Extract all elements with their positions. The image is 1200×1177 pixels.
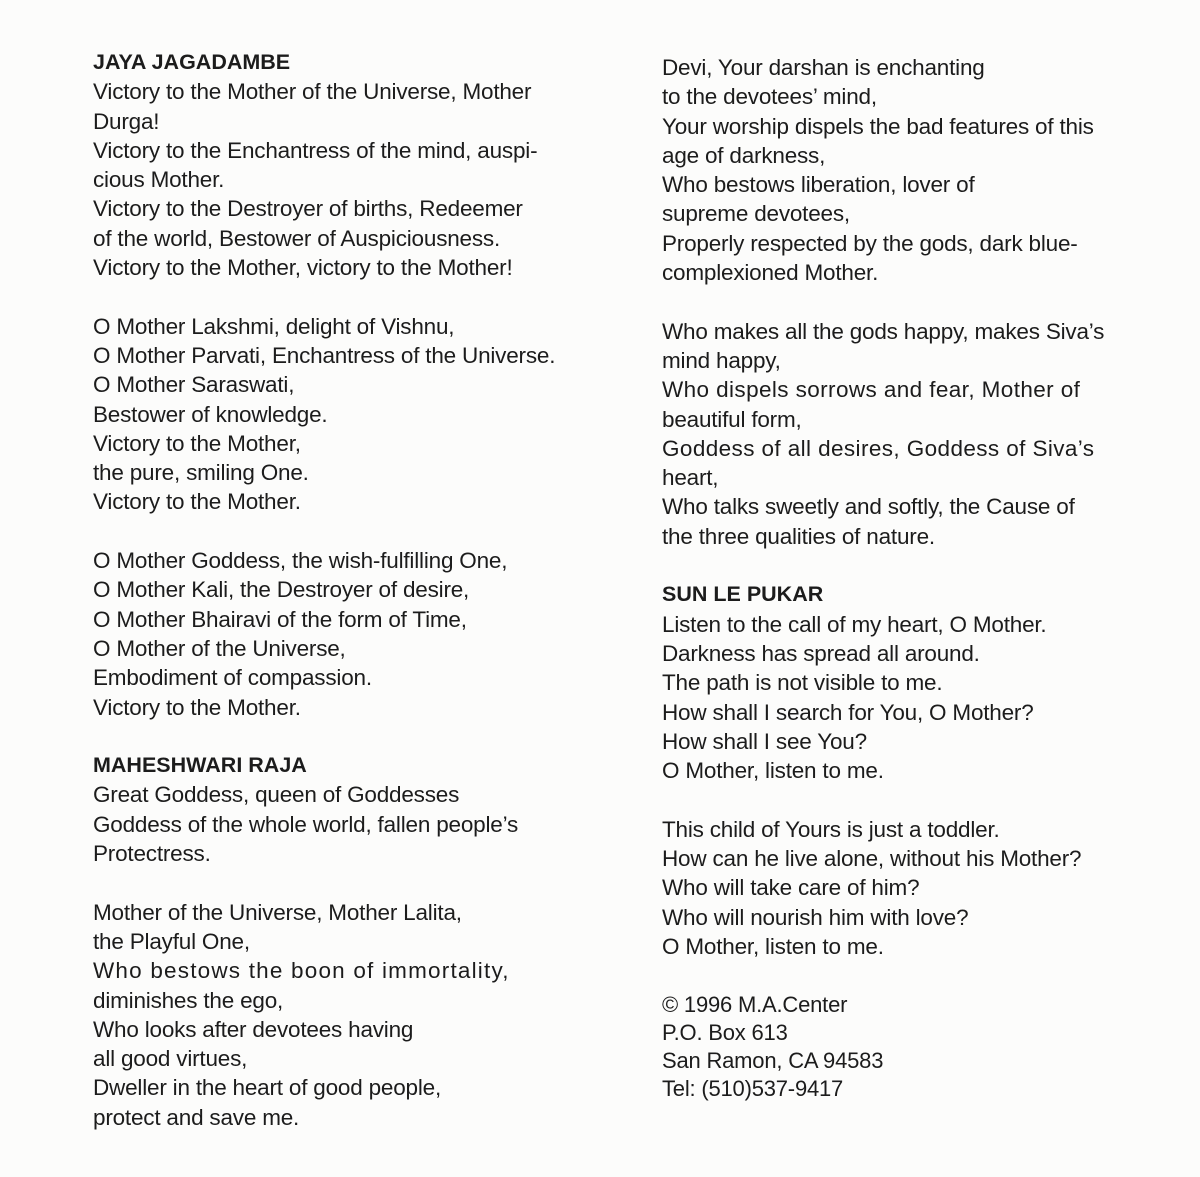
lyric-line: How shall I search for You, O Mother? <box>662 699 1034 725</box>
maheshwari-raja-stanza-3 <box>662 53 1137 287</box>
lyric-line: Victory to the Mother of the Universe, Mother <box>93 79 532 105</box>
lyric-line: Victory to the Destroyer of births, Redeemer <box>93 196 523 222</box>
lyric-line: Victory to the Enchantress of the mind, auspi- <box>93 137 538 163</box>
lyric-line: Who will take care of him? <box>662 875 920 901</box>
lyric-line: Who looks after devotees having <box>93 1016 414 1042</box>
lyric-line: O Mother Bhairavi of the form of Time, <box>93 606 467 632</box>
lyric-line: mind happy, <box>662 347 781 373</box>
lyric-line: O Mother, listen to me. <box>662 933 884 959</box>
lyric-line: Who will nourish him with love? <box>662 904 969 930</box>
lyric-line: Listen to the call of my heart, O Mother. <box>662 611 1047 637</box>
lyric-line: Durga! <box>93 108 160 134</box>
lyric-line: beautiful form, <box>662 406 802 432</box>
lyric-line: supreme devotees, <box>662 201 850 227</box>
lyric-line: Who bestows liberation, lover of <box>662 172 975 198</box>
lyric-line: cious Mother. <box>93 167 225 193</box>
lyric-line: Who makes all the gods happy, makes Siva’s <box>662 318 1105 344</box>
lyric-line: The path is not visible to me. <box>662 670 943 696</box>
lyric-line: of the world, Bestower of Auspiciousness. <box>93 225 501 251</box>
song-title-jaya-jagadambe: JAYA JAGADAMBE <box>93 50 291 74</box>
lyric-line: O Mother Lakshmi, delight of Vishnu, <box>93 313 455 339</box>
jaya-jagadambe-stanza-1 <box>93 48 593 282</box>
lyric-line: the pure, smiling One. <box>93 460 309 486</box>
lyric-line: the three qualities of nature. <box>662 523 935 549</box>
lyric-line: This child of Yours is just a toddler. <box>662 816 1000 842</box>
lyric-line: Darkness has spread all around. <box>662 640 980 666</box>
lyric-line: Bestower of knowledge. <box>93 401 328 427</box>
copyright-line: © 1996 M.A.Center <box>662 991 848 1017</box>
lyric-line: Great Goddess, queen of Goddesses <box>93 782 460 808</box>
lyric-line: Victory to the Mother. <box>93 694 301 720</box>
lyric-line: How shall I see You? <box>662 728 867 754</box>
lyric-line: Devi, Your darshan is enchanting <box>662 55 985 80</box>
lyric-line: Who bestows the boon of immortality, <box>93 958 510 984</box>
lyric-line: Victory to the Mother, <box>93 430 301 456</box>
address-line: P.O. Box 613 <box>662 1019 788 1045</box>
lyric-line: Embodiment of compassion. <box>93 665 372 691</box>
song-title-maheshwari-raja: MAHESHWARI RAJA <box>93 753 307 778</box>
lyric-line: diminishes the ego, <box>93 987 284 1013</box>
lyric-line: heart, <box>662 465 719 491</box>
jaya-jagadambe-stanza-3 <box>93 546 593 722</box>
maheshwari-raja-stanza-1 <box>93 751 593 868</box>
maheshwari-raja-stanza-2 <box>93 898 593 1132</box>
lyric-line: Who talks sweetly and softly, the Cause of <box>662 494 1075 520</box>
sun-le-pukar-stanza-2 <box>662 815 1137 961</box>
lyric-line: Goddess of the whole world, fallen people’s <box>93 811 519 837</box>
phone-line: Tel: (510)537-9417 <box>662 1075 844 1101</box>
lyric-line: O Mother, listen to me. <box>662 758 884 784</box>
lyric-line: Properly respected by the gods, dark blue- <box>662 230 1078 256</box>
lyric-line: protect and save me. <box>93 1104 300 1130</box>
lyric-line: Dweller in the heart of good people, <box>93 1075 442 1101</box>
lyric-line: O Mother of the Universe, <box>93 635 346 661</box>
lyric-line: O Mother Kali, the Destroyer of desire, <box>93 577 470 603</box>
lyric-line: How can he live alone, without his Mother? <box>662 846 1082 872</box>
jaya-jagadambe-stanza-2 <box>93 312 593 517</box>
lyric-line: the Playful One, <box>93 928 250 954</box>
lyric-line: Victory to the Mother, victory to the Mother! <box>93 255 513 281</box>
copyright-notice <box>662 991 1137 1103</box>
lyric-line: Protectress. <box>93 841 211 867</box>
lyric-line: O Mother Parvati, Enchantress of the Universe. <box>93 342 556 368</box>
lyric-line: Victory to the Mother. <box>93 489 301 515</box>
maheshwari-raja-stanza-4 <box>662 317 1137 551</box>
lyric-line: age of darkness, <box>662 142 826 168</box>
lyric-line: O Mother Goddess, the wish-fulfilling One, <box>93 548 508 574</box>
right-column <box>662 0 1137 1132</box>
left-column <box>93 0 593 1161</box>
lyric-line: O Mother Saraswati, <box>93 372 295 398</box>
lyric-line: Your worship dispels the bad features of this <box>662 113 1094 139</box>
sun-le-pukar-stanza-1 <box>662 580 1137 785</box>
lyric-line: Mother of the Universe, Mother Lalita, <box>93 899 462 925</box>
lyric-line: complexioned Mother. <box>662 260 879 286</box>
lyric-line: all good virtues, <box>93 1046 248 1072</box>
lyric-line: to the devotees’ mind, <box>662 84 877 110</box>
lyric-line: Goddess of all desires, Goddess of Siva’s <box>662 435 1095 461</box>
address-line: San Ramon, CA 94583 <box>662 1047 884 1073</box>
song-title-sun-le-pukar: SUN LE PUKAR <box>662 582 824 607</box>
lyric-line: Who dispels sorrows and fear, Mother of <box>662 377 1081 403</box>
